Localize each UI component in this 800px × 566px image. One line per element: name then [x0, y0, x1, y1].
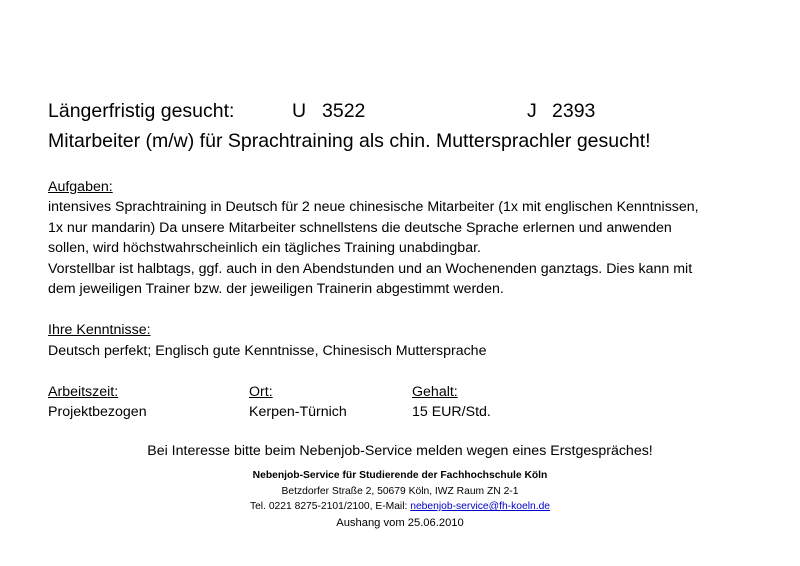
job-code-u: U [292, 100, 307, 122]
footer-org: Nebenjob-Service für Studierende der Fachhochschule Köln [252, 470, 548, 481]
tasks-line: sollen, wird höchstwahrscheinlich ein tägliches Training unabdingbar. [48, 240, 481, 256]
tasks-line: intensives Sprachtraining in Deutsch für 2 neue chinesische Mitarbeiter (1x mit englischen Kenntnissen, [48, 199, 699, 215]
salary-label: Gehalt: [412, 384, 458, 400]
job-label: Längerfristig gesucht: [48, 100, 235, 122]
tasks-label: Aufgaben: [48, 179, 113, 195]
job-number-j: 2393 [552, 100, 596, 122]
location-label: Ort: [249, 384, 273, 400]
email-link[interactable]: nebenjob-service@fh-koeln.de [410, 501, 551, 512]
skills-label: Ihre Kenntnisse: [48, 322, 151, 338]
working-time-value: Projektbezogen [48, 404, 147, 420]
footer-address: Betzdorfer Straße 2, 50679 Köln, IWZ Raum ZN 2-1 [281, 486, 519, 497]
call-to-action: Bei Interesse bitte beim Nebenjob-Service melden wegen eines Erstgespräches! [147, 443, 653, 459]
working-time-label: Arbeitszeit: [48, 384, 119, 400]
job-code-j: J [527, 100, 537, 122]
salary-value: 15 EUR/Std. [412, 404, 491, 420]
skills-text: Deutsch perfekt; Englisch gute Kenntnisse, Chinesisch Muttersprache [48, 343, 487, 359]
footer-phone: Tel. 0221 8275-2101/2100, E-Mail: [249, 501, 411, 512]
job-number-u: 3522 [322, 100, 366, 122]
tasks-line: Vorstellbar ist halbtags, ggf. auch in den Abendstunden und an Wochenenden ganztags. Dies kann mit [48, 261, 693, 277]
location-value: Kerpen-Türnich [249, 404, 347, 420]
posted-date: Aushang vom 25.06.2010 [336, 517, 464, 529]
footer-contact [0, 501, 800, 512]
job-title: Mitarbeiter (m/w) für Sprachtraining als chin. Muttersprachler gesucht! [48, 130, 651, 152]
tasks-line: 1x nur mandarin) Da unsere Mitarbeiter schnellstens die deutsche Sprache erlernen und anwenden [48, 220, 672, 236]
tasks-line: dem jeweiligen Trainer bzw. der jeweiligen Trainerin abgestimmt werden. [48, 281, 504, 297]
